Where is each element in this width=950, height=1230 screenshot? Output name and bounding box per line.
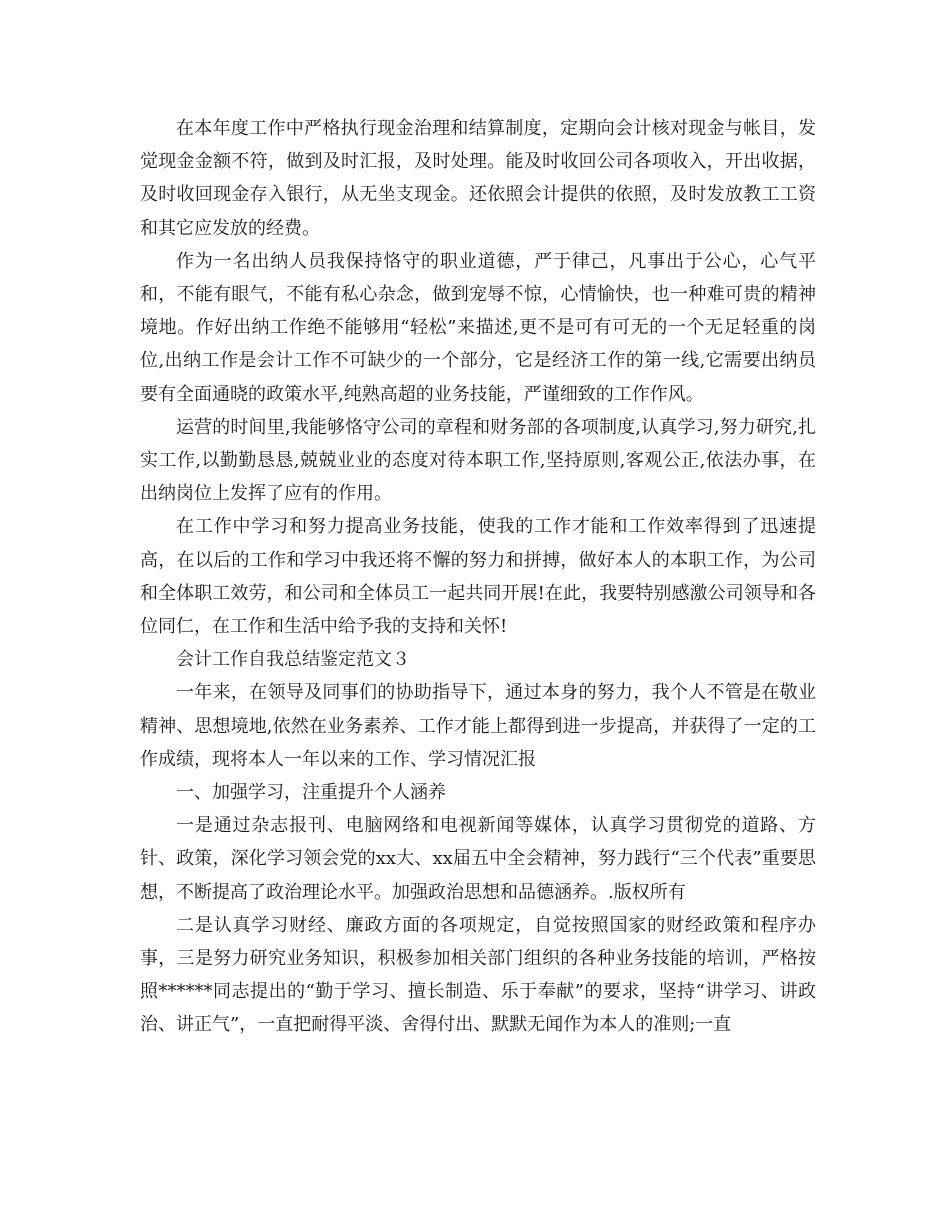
paragraph-year-summary: 一年来，在领导及同事们的协助指导下，通过本身的努力，我个人不管是在敬业精神、思想境地,依然在业务素养、工作才能上都得到进一步提高，并获得了一定的工作成绩，现将本人一年以来的工作、学习情况汇报 bbox=[140, 682, 816, 770]
paragraph-cash-management: 在本年度工作中严格执行现金治理和结算制度，定期向会计核对现金与帐目，发觉现金金额不符，做到及时汇报，及时处理。能及时收回公司各项收入，开出收据，及时收回现金存入银行，从无坐支现金。还依照会计提供的依照，及时发放教工工资和其它应发放的经费。 bbox=[140, 118, 816, 239]
section-heading-strengthen-learning: 一、加强学习，注重提升个人涵养 bbox=[176, 782, 446, 804]
paragraph-professional-ethics: 作为一名出纳人员我保持恪守的职业道德，严于律己，凡事出于公心，心气平和，不能有眼气，不能有私心杂念，做到宠辱不惊，心情愉快，也一种难可贵的精神境地。作好出纳工作绝不能够用“轻松”来描述,更不是可有可无的一个无足轻重的岗位,出纳工作是会计工作不可缺少的一个部分，它是经济工作的第一线,它需要出纳员要有全面通晓的政策水平,纯熟高超的业务技能，严谨细致的工作作风。 bbox=[140, 250, 816, 405]
section-heading-sample-3: 会计工作自我总结鉴定范文３ bbox=[176, 649, 410, 671]
paragraph-point-two: 二是认真学习财经、廉政方面的各项规定，自觉按照国家的财经政策和程序办事，三是努力研究业务知识，积极参加相关部门组织的各种业务技能的培训，严格按照******同志提出的“勤于学习、擅长制造、乐于奉献”的要求，坚持“讲学习、讲政治、讲正气”，一直把耐得平淡、舍得付出、默默无闻作为本人的准则;一直 bbox=[140, 914, 816, 1036]
paragraph-skill-improvement: 在工作中学习和努力提高业务技能，使我的工作才能和工作效率得到了迅速提高，在以后的工作和学习中我还将不懈的努力和拼搏，做好本人的本职工作，为公司和全体职工效劳，和公司和全体员工一起共同开展!在此，我要特别感激公司领导和各位同仁，在工作和生活中给予我的支持和关怀! bbox=[140, 516, 816, 638]
document-body bbox=[140, 112, 816, 1042]
paragraph-operation-period: 运营的时间里,我能够恪守公司的章程和财务部的各项制度,认真学习,努力研究,扎实工作,以勤勤恳恳,兢兢业业的态度对待本职工作,坚持原则,客观公正,依法办事，在出纳岗位上发挥了应有的作用。 bbox=[140, 416, 816, 505]
paragraph-point-one: 一是通过杂志报刊、电脑网络和电视新闻等媒体，认真学习贯彻党的道路、方针、政策，深化学习领会党的xx大、xx届五中全会精神，努力践行“三个代表”重要思想，不断提高了政治理论水平。加强政治思想和品德涵养。.版权所有 bbox=[140, 815, 816, 903]
